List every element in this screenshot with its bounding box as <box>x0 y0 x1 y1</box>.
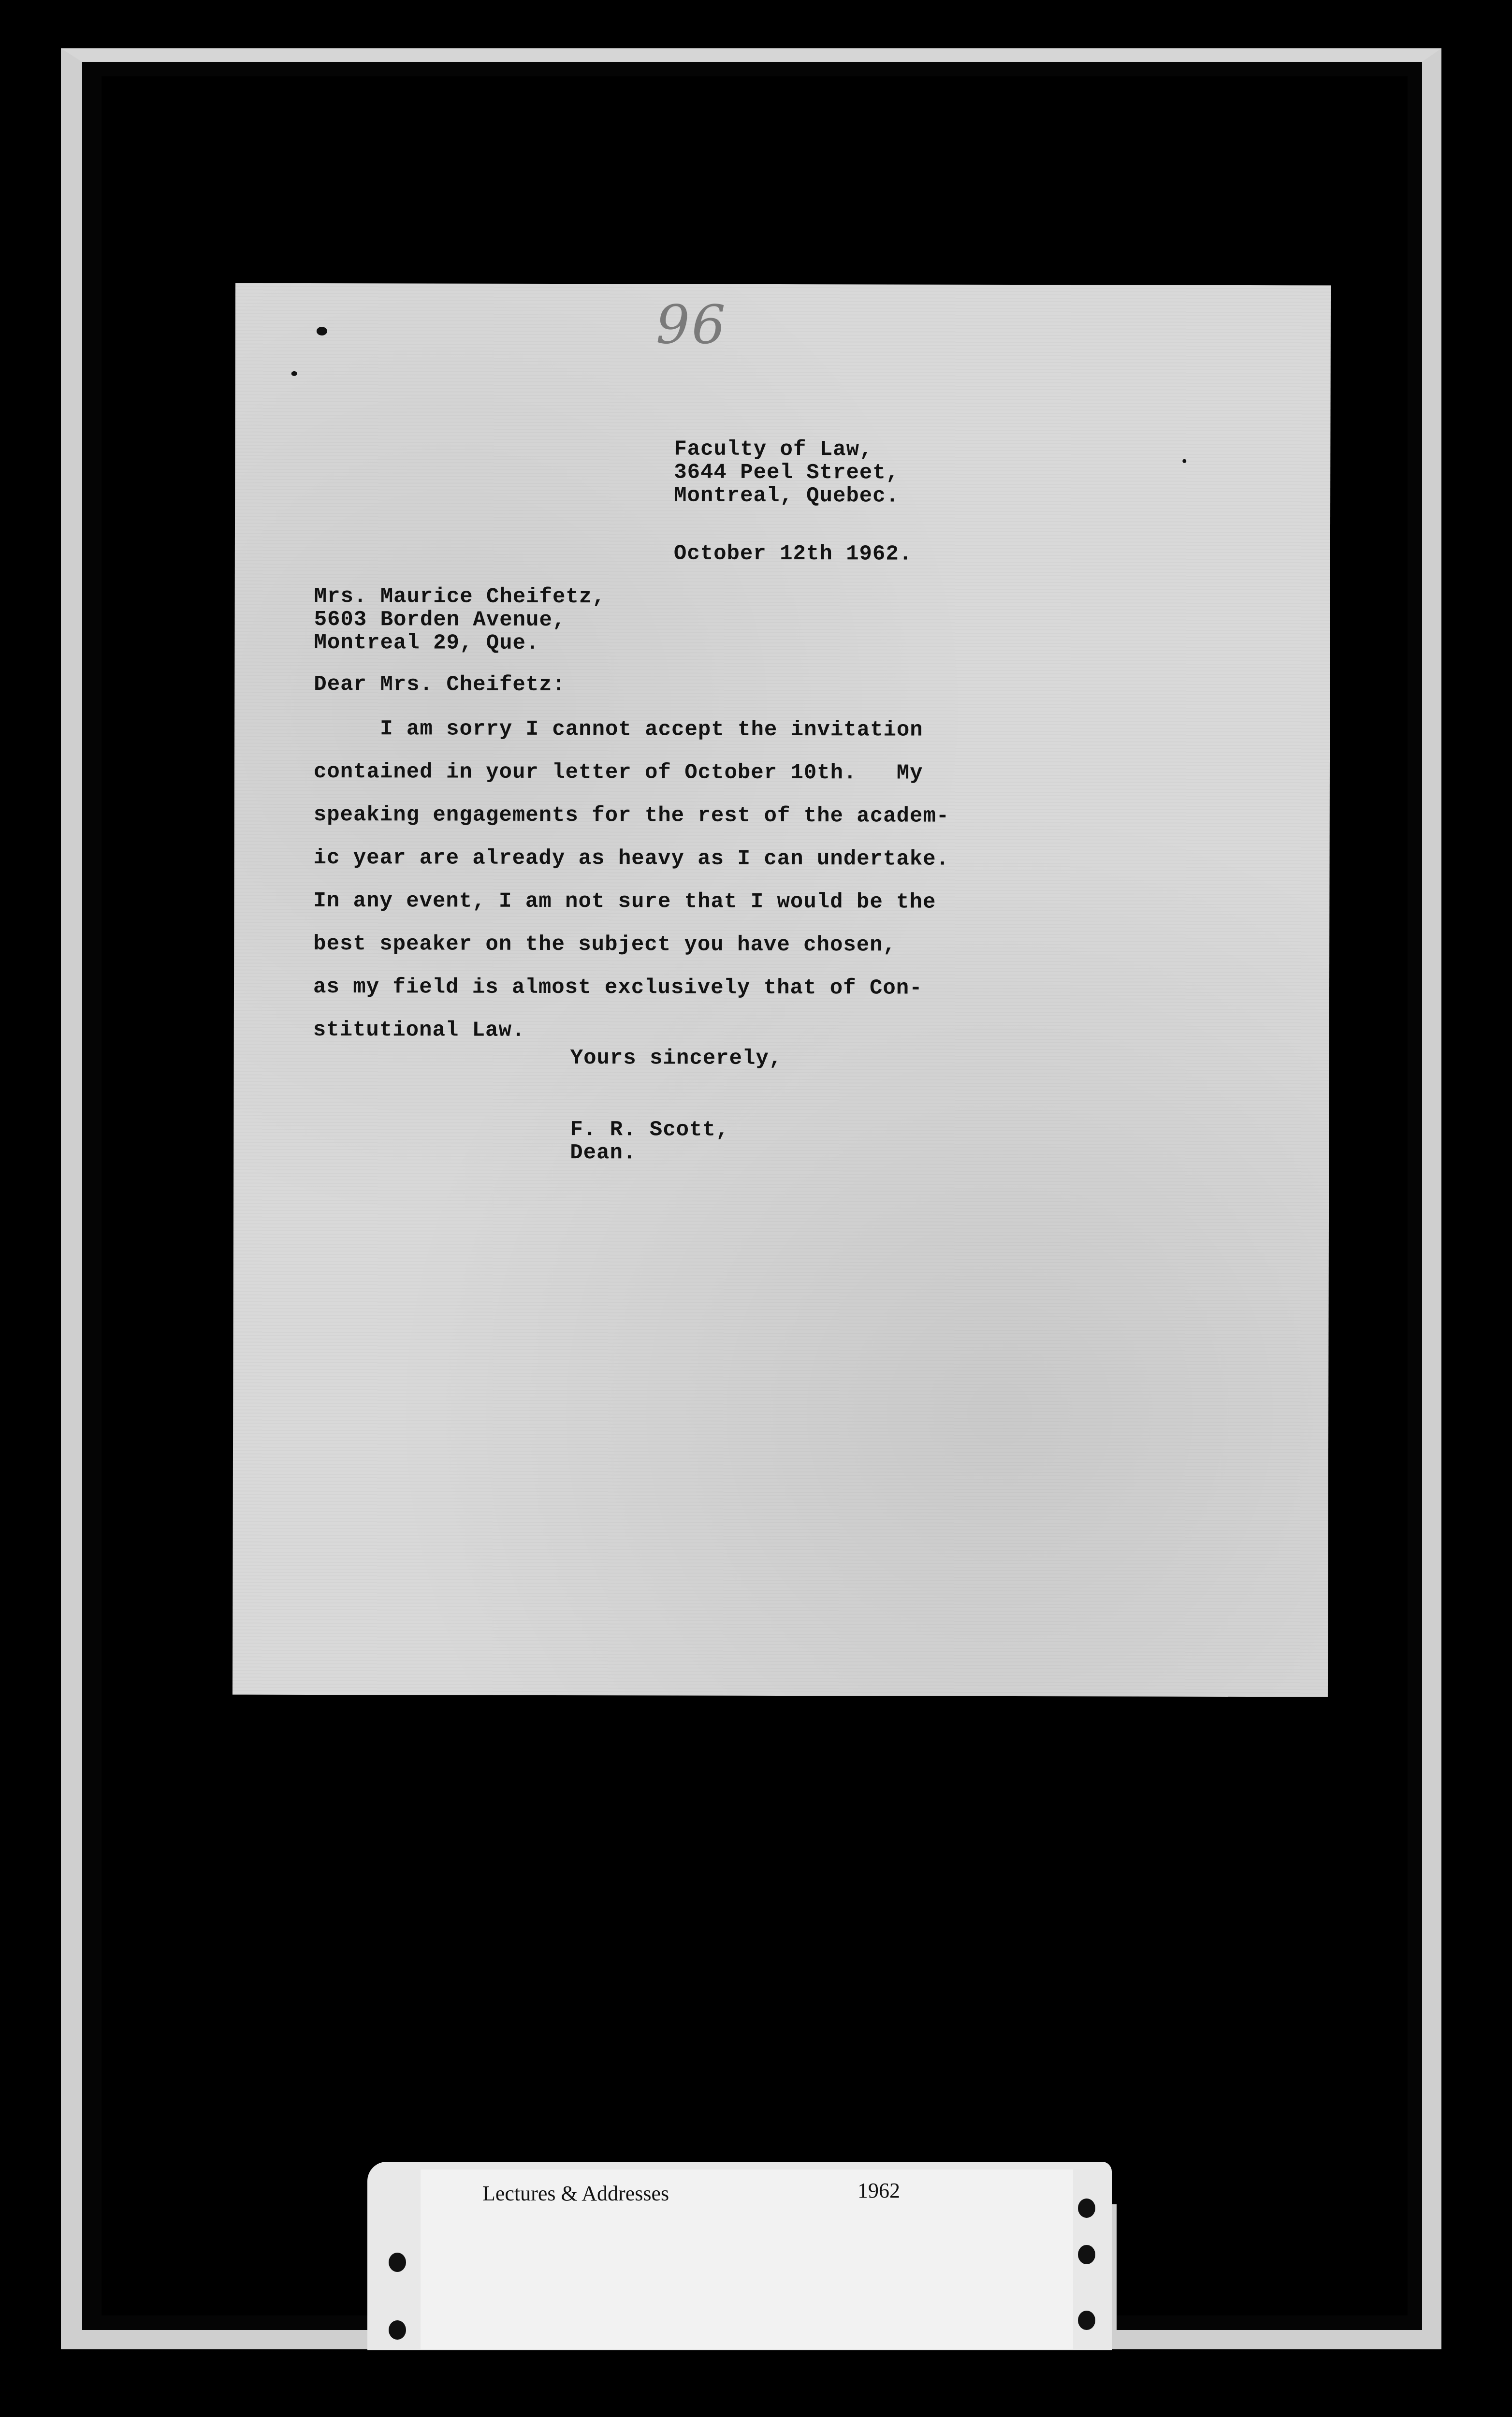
body-line: I am sorry I cannot accept the invitation <box>314 716 923 743</box>
body-line: as my field is almost exclusively that of Con- <box>313 975 923 1001</box>
recipient-address <box>314 585 605 655</box>
ink-speck <box>317 327 327 335</box>
letter-date: October 12th 1962. <box>673 541 913 567</box>
body-line: stitutional Law. <box>313 1018 525 1043</box>
body-line: best speaker on the subject you have chosen, <box>313 932 897 958</box>
return-address-line: Faculty of Law, <box>674 437 873 462</box>
body-line: ic year are already as heavy as I can undertake. <box>313 845 950 872</box>
punch-hole <box>389 2253 406 2272</box>
body-line: speaking engagements for the rest of the academ- <box>313 802 950 829</box>
letter-body <box>313 708 950 1053</box>
folder-label-year: 1962 <box>858 2179 900 2202</box>
return-address-line: Montreal, Quebec. <box>674 483 900 509</box>
handwritten-note: 96 <box>655 293 728 356</box>
ink-speck <box>1182 459 1186 463</box>
signature-name: F. R. Scott, <box>570 1118 729 1142</box>
return-address-line: 3644 Peel Street, <box>674 460 900 485</box>
punch-hole <box>1078 2199 1095 2218</box>
return-address <box>674 438 899 508</box>
body-line: In any event, I am not sure that I would be the <box>313 888 936 915</box>
folder-label-title: Lectures & Addresses <box>482 2182 669 2205</box>
signature-block <box>570 1118 729 1165</box>
ink-speck <box>291 371 297 376</box>
punch-hole <box>1078 2311 1095 2330</box>
letter-page <box>233 283 1331 1697</box>
closing: Yours sincerely, <box>570 1046 783 1071</box>
recipient-line: Mrs. Maurice Cheifetz, <box>314 584 606 610</box>
signature-title: Dean. <box>570 1141 637 1165</box>
recipient-line: 5603 Borden Avenue, <box>314 607 566 633</box>
punch-hole <box>1078 2245 1095 2264</box>
punch-hole <box>389 2320 406 2340</box>
body-line: contained in your letter of October 10th. My <box>313 759 923 786</box>
salutation: Dear Mrs. Cheifetz: <box>314 672 566 698</box>
recipient-line: Montreal 29, Que. <box>314 630 539 655</box>
